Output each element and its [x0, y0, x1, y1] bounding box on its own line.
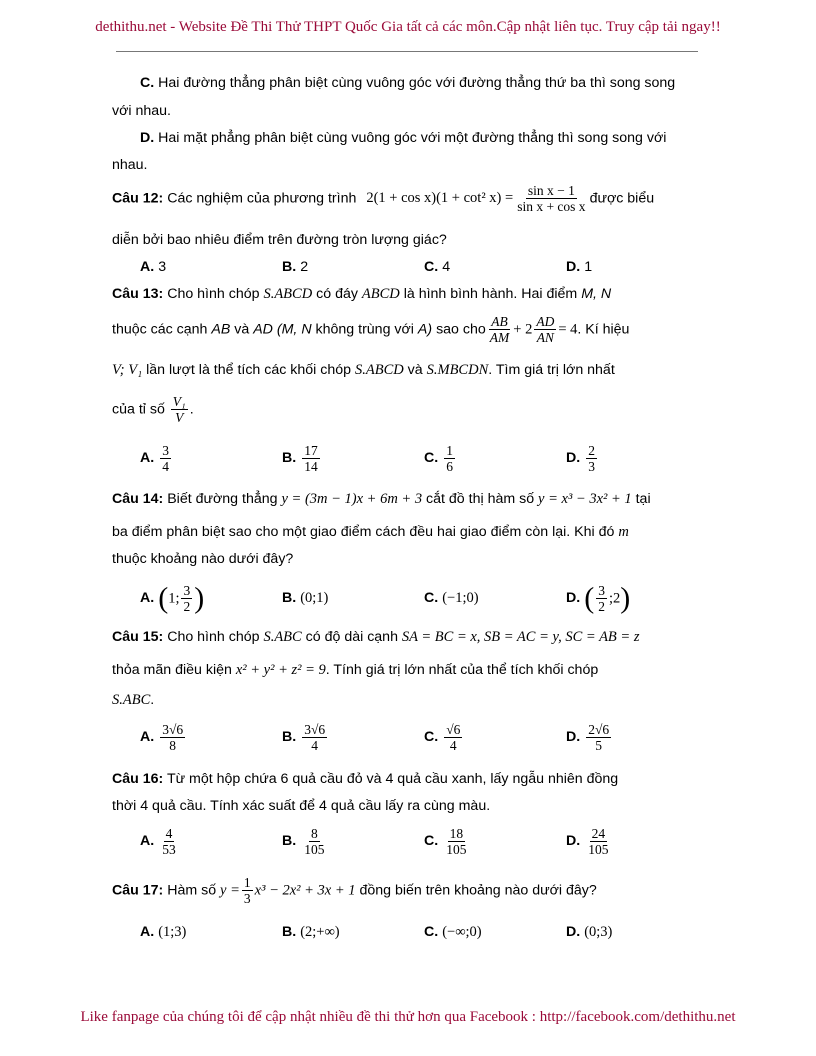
q15-stem-line2: thỏa mãn điều kiện x² + y² + z² = 9. Tính giá trị lớn nhất của thể tích khối chóp	[112, 662, 599, 678]
q12-option-b[interactable]: B. 2	[282, 259, 309, 275]
q16-stem-line2: thời 4 quả cầu. Tính xác suất để 4 quả cầu lấy ra cùng màu.	[112, 798, 491, 814]
prev-option-c-line1: C. Hai đường thẳng phân biệt cùng vuông góc với đường thẳng thứ ba thì song song	[140, 75, 676, 91]
q12-option-d[interactable]: D. 1	[566, 259, 593, 275]
q15-option-a[interactable]: A. $\frac{3√6}{8}$	[140, 722, 184, 753]
q15-option-c[interactable]: C. $\frac{√6}{4}$	[424, 722, 461, 753]
q12-option-a[interactable]: A. 3	[140, 259, 167, 275]
q15-option-b[interactable]: B. $\frac{3√6}{4}$	[282, 722, 326, 753]
q17-stem: Câu 17: Hàm số y = $\frac{1}{3}$ x³ − 2x² + 3x + 1 đồng biến trên khoảng nào dưới đây?	[112, 875, 597, 906]
q13-option-d[interactable]: D. $\frac{2}{3}$	[566, 443, 595, 474]
prev-option-d-line1: D. Hai mặt phẳng phân biệt cùng vuông góc với một đường thẳng thì song song với	[140, 130, 667, 146]
q13-stem-line1: Câu 13: Cho hình chóp S.ABCD có đáy ABCD là hình bình hành. Hai điểm M, N	[112, 286, 612, 302]
q13-option-a[interactable]: A. $\frac{3}{4}$	[140, 443, 169, 474]
q14-option-c[interactable]: C. (−1;0)	[424, 590, 479, 606]
q14-stem-line1: Câu 14: Biết đường thẳng y = (3m − 1)x + 6m + 3 cắt đồ thị hàm số y = x³ − 3x² + 1 tại	[112, 491, 651, 507]
q14-option-d[interactable]: D. ( $\frac{3}{2}$ ;2)	[566, 581, 631, 615]
q14-option-a[interactable]: A. (1; $\frac{3}{2}$ )	[140, 581, 205, 615]
prev-option-d-line2: nhau.	[112, 157, 148, 173]
q14-option-b[interactable]: B. (0;1)	[282, 590, 329, 606]
q12-option-c[interactable]: C. 4	[424, 259, 451, 275]
q13-option-c[interactable]: C. $\frac{1}{6}$	[424, 443, 453, 474]
q15-stem-line3: S.ABC.	[112, 692, 155, 708]
q12-stem: Câu 12: Các nghiệm của phương trình 2(1 + cos x)(1 + cot² x) = $\frac{\text{sin x − 1}}{\text{sin x + cos x}}$ được biểu	[112, 183, 655, 214]
q13-stem-line3: V; V₁ lần lượt là thể tích các khối chóp S.ABCD và S.MBCDN. Tìm giá trị lớn nhất	[112, 362, 615, 378]
q16-option-c[interactable]: C. $\frac{18}{105}$	[424, 826, 467, 857]
q16-option-d[interactable]: D. $\frac{24}{105}$	[566, 826, 609, 857]
q13-option-b[interactable]: B. $\frac{17}{14}$	[282, 443, 318, 474]
q16-option-b[interactable]: B. $\frac{8}{105}$	[282, 826, 325, 857]
q14-stem-line2: ba điểm phân biệt sao cho một giao điểm cách đều hai giao điểm còn lại. Khi đó m	[112, 524, 629, 540]
q15-stem-line1: Câu 15: Cho hình chóp S.ABC có độ dài cạnh SA = BC = x, SB = AC = y, SC = AB = z	[112, 629, 640, 645]
header-divider	[116, 51, 698, 52]
prev-option-c-line2: với nhau.	[112, 103, 171, 119]
q17-option-b[interactable]: B. (2;+∞)	[282, 924, 340, 940]
site-header: dethithu.net - Website Đề Thi Thử THPT Quốc Gia tất cả các môn.Cập nhật liên tục. Truy cập tải ngay!!	[95, 19, 721, 35]
q17-option-c[interactable]: C. (−∞;0)	[424, 924, 482, 940]
q15-option-d[interactable]: D. $\frac{2√6}{5}$	[566, 722, 610, 753]
q16-stem-line1: Câu 16: Từ một hộp chứa 6 quả cầu đỏ và 4 quả cầu xanh, lấy ngẫu nhiên đồng	[112, 771, 619, 787]
q13-stem-line2: thuộc các cạnh AB và AD (M, N không trùng với A) sao cho $\frac{AB}{AM}$ + 2 $\frac{AD}{AN}$ = 4. Kí hiệu	[112, 314, 630, 345]
site-footer[interactable]: Like fanpage của chúng tôi để cập nhật nhiều đề thi thử hơn qua Facebook : http://facebook.com/dethithu.net	[80, 1009, 736, 1025]
q12-stem-line2: diễn bởi bao nhiêu điểm trên đường tròn lượng giác?	[112, 232, 447, 248]
q16-option-a[interactable]: A. $\frac{4}{53}$	[140, 826, 176, 857]
q17-option-d[interactable]: D. (0;3)	[566, 924, 613, 940]
q14-stem-line3: thuộc khoảng nào dưới đây?	[112, 551, 294, 567]
q17-option-a[interactable]: A. (1;3)	[140, 924, 187, 940]
q13-stem-line4: của tỉ số $\frac{\text{V₁}}{V}$ .	[112, 394, 194, 425]
